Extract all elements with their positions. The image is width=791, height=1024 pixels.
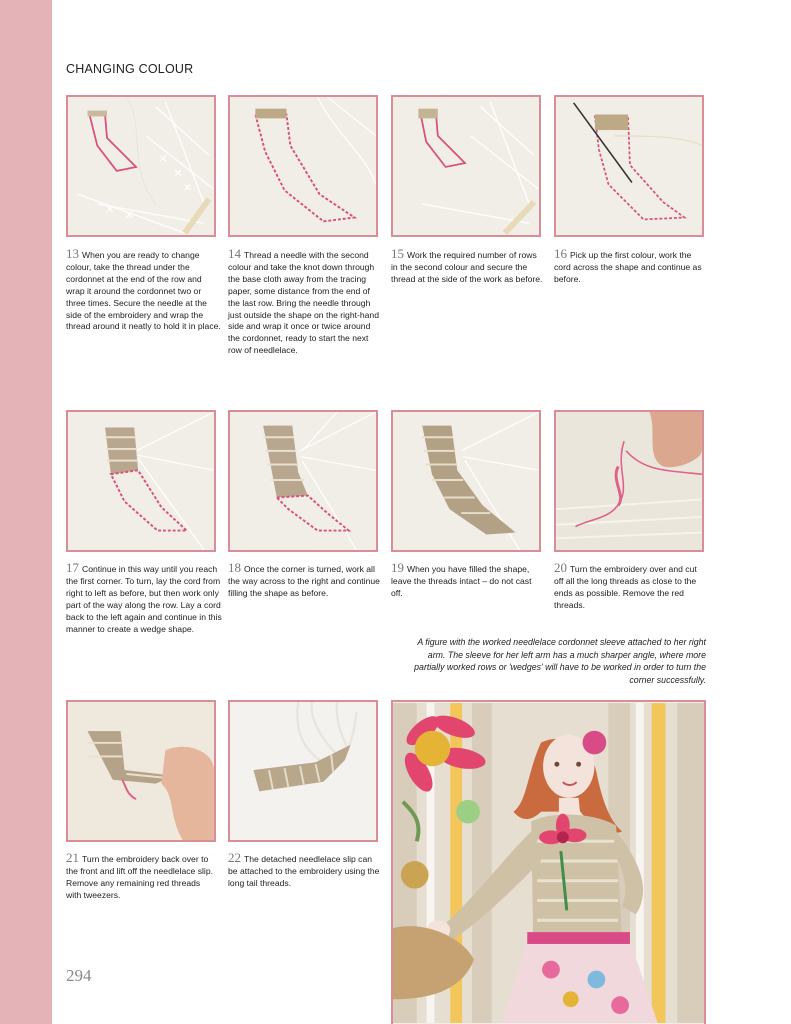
step-19-text: When you have filled the shape, leave the threads intact – do not cast off.	[391, 564, 532, 598]
step-19-photo	[391, 410, 541, 552]
step-22-number: 22	[228, 850, 241, 865]
step-21-photo	[66, 700, 216, 842]
step-14-illustration	[230, 97, 376, 235]
step-18-number: 18	[228, 560, 241, 575]
step-15-number: 15	[391, 246, 404, 261]
step-14-photo	[228, 95, 378, 237]
step-16-photo	[554, 95, 704, 237]
step-19-illustration	[393, 412, 539, 550]
page-number: 294	[66, 966, 92, 985]
step-13-caption	[66, 248, 222, 333]
step-18-photo	[228, 410, 378, 552]
step-13-photo	[66, 95, 216, 237]
step-17-text: Continue in this way until you reach the first corner. To turn, lay the cord from right to left as before, but then work only part of the way along the row. Lay a cord back to the left again and continue in this manner to create a wedge shape.	[66, 564, 222, 634]
step-22-text: The detached needlelace slip can be attached to the embroidery using the long tail threads.	[228, 854, 380, 888]
step-16-text: Pick up the first colour, work the cord across the shape and continue as before.	[554, 250, 702, 284]
feature-caption: A figure with the worked needlelace cordonnet sleeve attached to her right arm. The sleeve for her left arm has a much sharper angle, where more partially worked rows or 'wedges' will have to be worked in order to turn the corner successfully.	[414, 637, 706, 685]
step-20-illustration	[556, 412, 702, 550]
step-19-number: 19	[391, 560, 404, 575]
step-13-number: 13	[66, 246, 79, 261]
step-15-text: Work the required number of rows in the second colour and secure the thread at the side of the work as before.	[391, 250, 543, 284]
step-21-number: 21	[66, 850, 79, 865]
step-17-illustration	[68, 412, 214, 550]
step-22-caption	[228, 852, 382, 890]
step-20-photo	[554, 410, 704, 552]
step-13-illustration	[68, 97, 214, 235]
step-18-text: Once the corner is turned, work all the way across to the right and continue filling the shape as before.	[228, 564, 380, 598]
embroidered-figure-illustration	[393, 702, 704, 1024]
step-15-illustration	[393, 97, 539, 235]
feature-photo	[391, 700, 706, 1024]
step-19-caption	[391, 562, 541, 600]
step-15-caption	[391, 248, 543, 286]
step-16-number: 16	[554, 246, 567, 261]
step-21-text: Turn the embroidery back over to the front and lift off the needlelace slip. Remove any remaining red threads with tweezers.	[66, 854, 213, 900]
step-16-illustration	[556, 97, 702, 235]
step-22-illustration	[230, 702, 376, 840]
step-20-caption	[554, 562, 704, 612]
step-18-caption	[228, 562, 382, 600]
step-20-text: Turn the embroidery over and cut off all the long threads as close to the ends as possible. Remove the red threads.	[554, 564, 697, 610]
margin-color-strip	[0, 0, 52, 1024]
step-16-caption	[554, 248, 706, 286]
step-14-number: 14	[228, 246, 241, 261]
step-17-photo	[66, 410, 216, 552]
step-20-number: 20	[554, 560, 567, 575]
step-17-caption	[66, 562, 222, 635]
step-21-caption	[66, 852, 216, 902]
step-17-number: 17	[66, 560, 79, 575]
step-14-caption	[228, 248, 382, 357]
step-14-text: Thread a needle with the second colour and take the knot down through the base cloth away from the tracing paper, some distance from the end of the last row. Bring the needle through just outside the shape on the right-hand side and wrap it once or twice around the cordonnet, ready to start the next row of needlelace.	[228, 250, 379, 356]
section-heading: CHANGING COLOUR	[66, 62, 194, 76]
step-21-illustration	[68, 702, 214, 840]
step-15-photo	[391, 95, 541, 237]
step-22-photo	[228, 700, 378, 842]
step-18-illustration	[230, 412, 376, 550]
step-13-text: When you are ready to change colour, take the thread under the cordonnet at the end of the row and wrap it around the cordonnet two or three times. Secure the needle at the side of the embroidery and wrap the thread around it neatly to hold it in place.	[66, 250, 221, 332]
